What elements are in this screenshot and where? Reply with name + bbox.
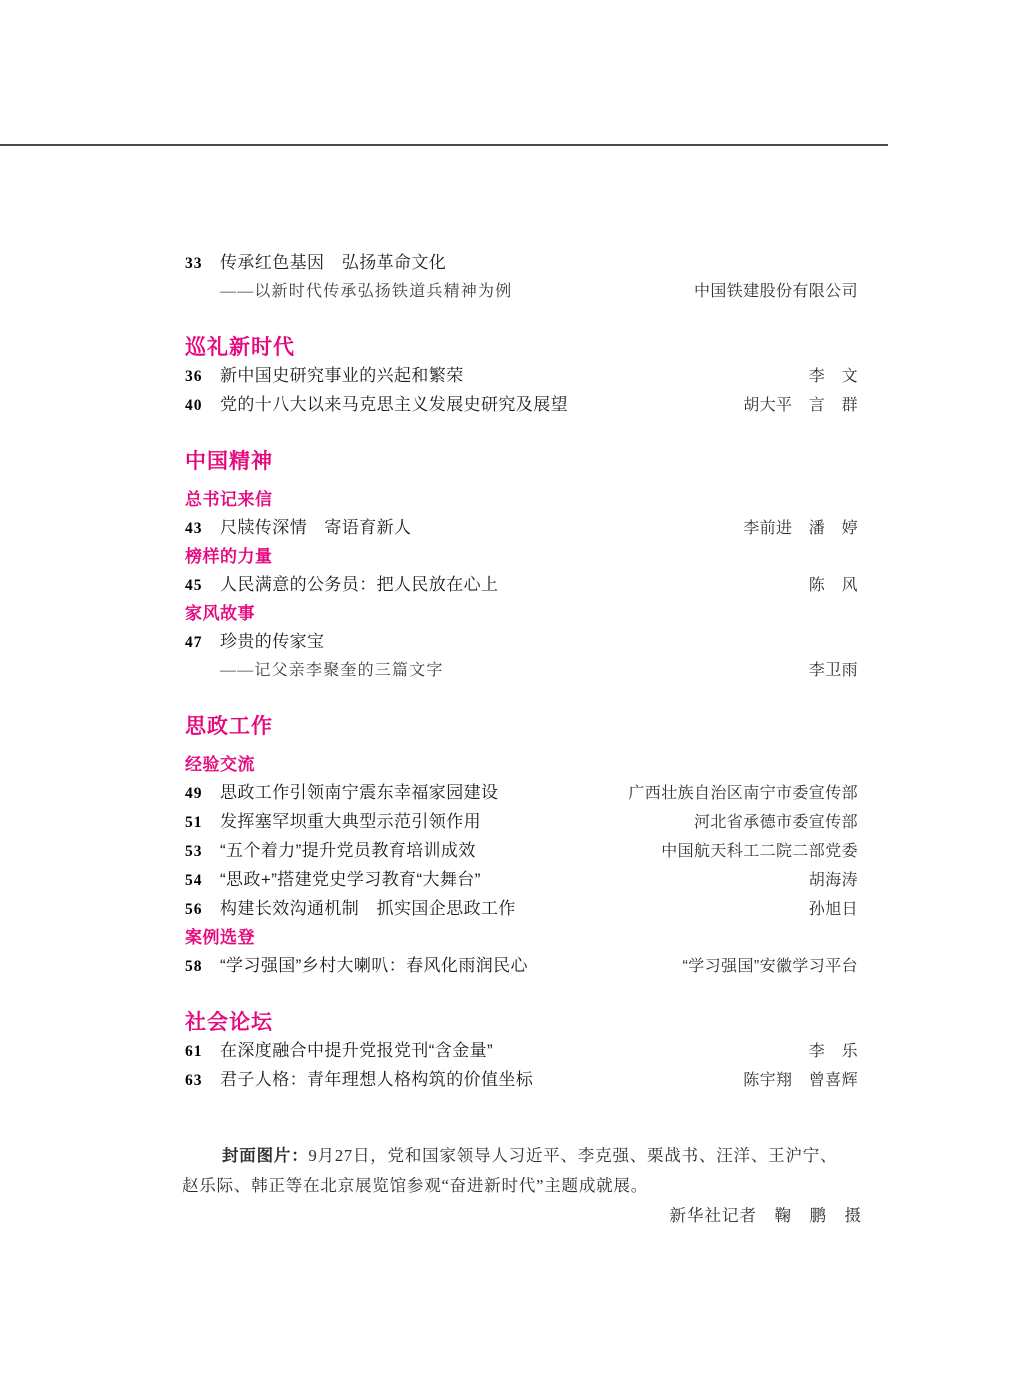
page-number: 43 — [185, 520, 203, 537]
page-number: 51 — [185, 814, 203, 831]
article-title: 珍贵的传家宝 — [220, 632, 325, 651]
article-title: “学习强国”乡村大喇叭：春风化雨润民心 — [220, 956, 528, 975]
article-title: 在深度融合中提升党报党刊“含金量” — [220, 1041, 494, 1060]
group-label-jingyan-jiaoliu: 经验交流 — [185, 755, 255, 774]
page-number: 49 — [185, 785, 203, 802]
section-header-xunli-xinshidai: 巡礼新时代 — [185, 336, 295, 359]
cover-caption-label: 封面图片： — [222, 1146, 309, 1165]
article-author: 河北省承德市委宣传部 — [693, 814, 858, 831]
article-author: 广西壮族自治区南宁市委宣传部 — [628, 785, 858, 802]
article-author: 胡大平 言 群 — [743, 397, 858, 414]
toc-entry-47 — [185, 628, 858, 657]
group-label-bangyang-liliang: 榜样的力量 — [185, 547, 273, 566]
article-author: 中国铁建股份有限公司 — [693, 283, 858, 300]
toc-entry-33 — [185, 249, 858, 278]
toc-entry-49 — [185, 779, 858, 808]
article-title: 新中国史研究事业的兴起和繁荣 — [220, 366, 464, 385]
article-author: 孙旭日 — [808, 901, 858, 918]
page-number: 54 — [185, 872, 203, 889]
article-title: “思政+”搭建党史学习教育“大舞台” — [220, 870, 481, 889]
page-number: 40 — [185, 397, 203, 414]
group-label-anli-xuandeng: 案例选登 — [185, 928, 255, 947]
page-number: 61 — [185, 1043, 203, 1060]
page-number: 36 — [185, 368, 203, 385]
article-author: 陈宇翔 曾喜辉 — [743, 1072, 858, 1089]
toc-entry-40 — [185, 391, 858, 420]
article-title: 君子人格：青年理想人格构筑的价值坐标 — [220, 1070, 534, 1089]
article-author: 李前进 潘 婷 — [743, 520, 858, 537]
table-of-contents — [185, 249, 858, 1095]
cover-caption-line2: 赵乐际、韩正等在北京展览馆参观“奋进新时代”主题成就展。 — [182, 1176, 649, 1195]
page-number: 58 — [185, 958, 203, 975]
page-number: 56 — [185, 901, 203, 918]
toc-entry-53 — [185, 837, 858, 866]
toc-entry-63 — [185, 1066, 858, 1095]
section-header-shehui-luntan: 社会论坛 — [185, 1011, 273, 1034]
article-subtitle: ——记父亲李聚奎的三篇文字 — [220, 662, 444, 679]
cover-caption — [182, 1141, 862, 1231]
article-title: 尺牍传深情 寄语育新人 — [220, 518, 412, 537]
toc-entry-45 — [185, 571, 858, 600]
article-subtitle: ——以新时代传承弘扬铁道兵精神为例 — [220, 283, 513, 300]
article-author: 李 文 — [808, 368, 858, 385]
page-number: 33 — [185, 255, 203, 272]
page-number: 63 — [185, 1072, 203, 1089]
group-label-jiafeng-gushi: 家风故事 — [185, 604, 255, 623]
toc-entry-58 — [185, 952, 858, 981]
section-header-zhongguo-jingshen: 中国精神 — [185, 450, 273, 473]
toc-entry-33-subtitle — [185, 278, 858, 306]
toc-entry-56 — [185, 895, 858, 924]
page-number: 47 — [185, 634, 203, 651]
article-author: 陈 风 — [808, 577, 858, 594]
toc-entry-43 — [185, 514, 858, 543]
group-label-zongshuji-laixin: 总书记来信 — [185, 490, 273, 509]
cover-caption-line1 — [182, 1141, 862, 1171]
top-divider — [0, 144, 888, 146]
article-title: 传承红色基因 弘扬革命文化 — [220, 253, 447, 272]
section-header-sizheng-gongzuo: 思政工作 — [185, 715, 273, 738]
article-title: 人民满意的公务员：把人民放在心上 — [220, 575, 499, 594]
cover-caption-text: 9月27日，党和国家领导人习近平、李克强、栗战书、汪洋、王沪宁、 — [308, 1146, 838, 1165]
article-author: “学习强国”安徽学习平台 — [682, 958, 858, 975]
article-title: 发挥塞罕坝重大典型示范引领作用 — [220, 812, 481, 831]
article-author: 李 乐 — [808, 1043, 858, 1060]
toc-entry-54 — [185, 866, 858, 895]
toc-entry-61 — [185, 1037, 858, 1066]
article-title: 思政工作引领南宁震东幸福家园建设 — [220, 783, 499, 802]
photo-credit: 新华社记者 鞠 鹏 摄 — [669, 1206, 862, 1225]
page-number: 45 — [185, 577, 203, 594]
page-number: 53 — [185, 843, 203, 860]
toc-entry-47-subtitle — [185, 657, 858, 685]
article-author: 李卫雨 — [808, 662, 858, 679]
article-author: 胡海涛 — [808, 872, 858, 889]
article-title: 构建长效沟通机制 抓实国企思政工作 — [220, 899, 516, 918]
toc-entry-36 — [185, 362, 858, 391]
article-title: 党的十八大以来马克思主义发展史研究及展望 — [220, 395, 568, 414]
article-author: 中国航天科工二院二部党委 — [661, 843, 858, 860]
toc-entry-51 — [185, 808, 858, 837]
article-title: “五个着力”提升党员教育培训成效 — [220, 841, 476, 860]
